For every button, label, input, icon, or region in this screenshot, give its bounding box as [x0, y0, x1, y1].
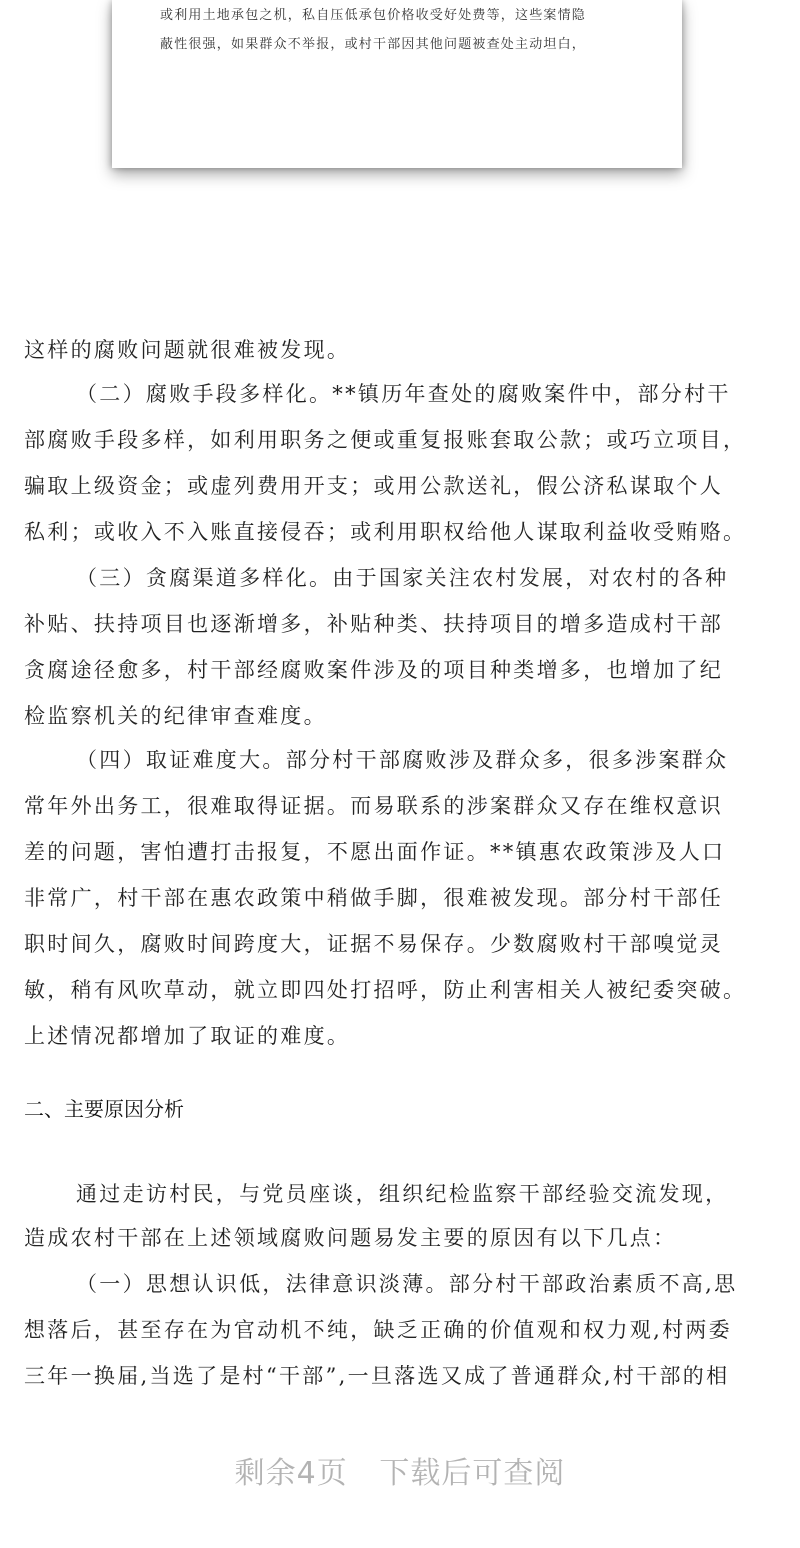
body-line: （二）腐败手段多样化。**镇历年查处的腐败案件中，部分村干 [76, 382, 731, 406]
preview-page-card [112, 0, 682, 168]
body-line: 上述情况都增加了取证的难度。 [24, 1024, 351, 1048]
section-line: 通过走访村民，与党员座谈，组织纪检监察干部经验交流发现， [76, 1182, 729, 1206]
body-line: 差的问题，害怕遭打击报复，不愿出面作证。**镇惠农政策涉及人口 [24, 840, 726, 864]
card-text-line: 或利用土地承包之机，私自压低承包价格收受好处费等，这些案情隐 [160, 8, 587, 23]
section-line: 三年一换届,当选了是村“干部”,一旦落选又成了普通群众,村干部的相 [24, 1364, 730, 1388]
body-line: 私利；或收入不入账直接侵吞；或利用职权给他人谋取利益收受贿赂。 [24, 520, 747, 544]
body-line: 这样的腐败问题就很难被发现。 [24, 338, 351, 362]
body-line: 贪腐途径愈多，村干部经腐败案件涉及的项目种类增多，也增加了纪 [24, 658, 723, 682]
section-line: （一）思想认识低，法律意识淡薄。部分村干部政治素质不高,思 [76, 1272, 738, 1296]
body-line: 敏，稍有风吹草动，就立即四处打招呼，防止利害相关人被纪委突破。 [24, 978, 747, 1002]
section-line: 想落后，甚至存在为官动机不纯，缺乏正确的价值观和权力观,村两委 [24, 1318, 732, 1342]
remaining-pages-label: 剩余4页 [234, 1456, 348, 1491]
body-line: 职时间久，腐败时间跨度大，证据不易保存。少数腐败村干部嗅觉灵 [24, 932, 723, 956]
body-line: 补贴、扶持项目也逐渐增多，补贴种类、扶持项目的增多造成村干部 [24, 612, 723, 636]
section-heading: 二、主要原因分析 [24, 1097, 184, 1121]
download-to-view-label[interactable]: 下载后可查阅 [379, 1456, 566, 1491]
body-line: （三）贪腐渠道多样化。由于国家关注农村发展，对农村的各种 [76, 566, 729, 590]
body-line: 非常广，村干部在惠农政策中稍做手脚，很难被发现。部分村干部任 [24, 886, 723, 910]
body-line: 部腐败手段多样，如利用职务之便或重复报账套取公款；或巧立项目， [24, 428, 747, 452]
body-line: （四）取证难度大。部分村干部腐败涉及群众多，很多涉案群众 [76, 748, 729, 772]
body-line: 常年外出务工，很难取得证据。而易联系的涉案群众又存在维权意识 [24, 794, 723, 818]
download-prompt[interactable] [0, 1448, 800, 1492]
section-line: 造成农村干部在上述领域腐败问题易发主要的原因有以下几点： [24, 1226, 677, 1250]
body-line: 骗取上级资金；或虚列费用开支；或用公款送礼，假公济私谋取个人 [24, 474, 723, 498]
card-text-line: 蔽性很强，如果群众不举报，或村干部因其他问题被查处主动坦白， [160, 37, 587, 52]
body-line: 检监察机关的纪律审查难度。 [24, 704, 327, 728]
